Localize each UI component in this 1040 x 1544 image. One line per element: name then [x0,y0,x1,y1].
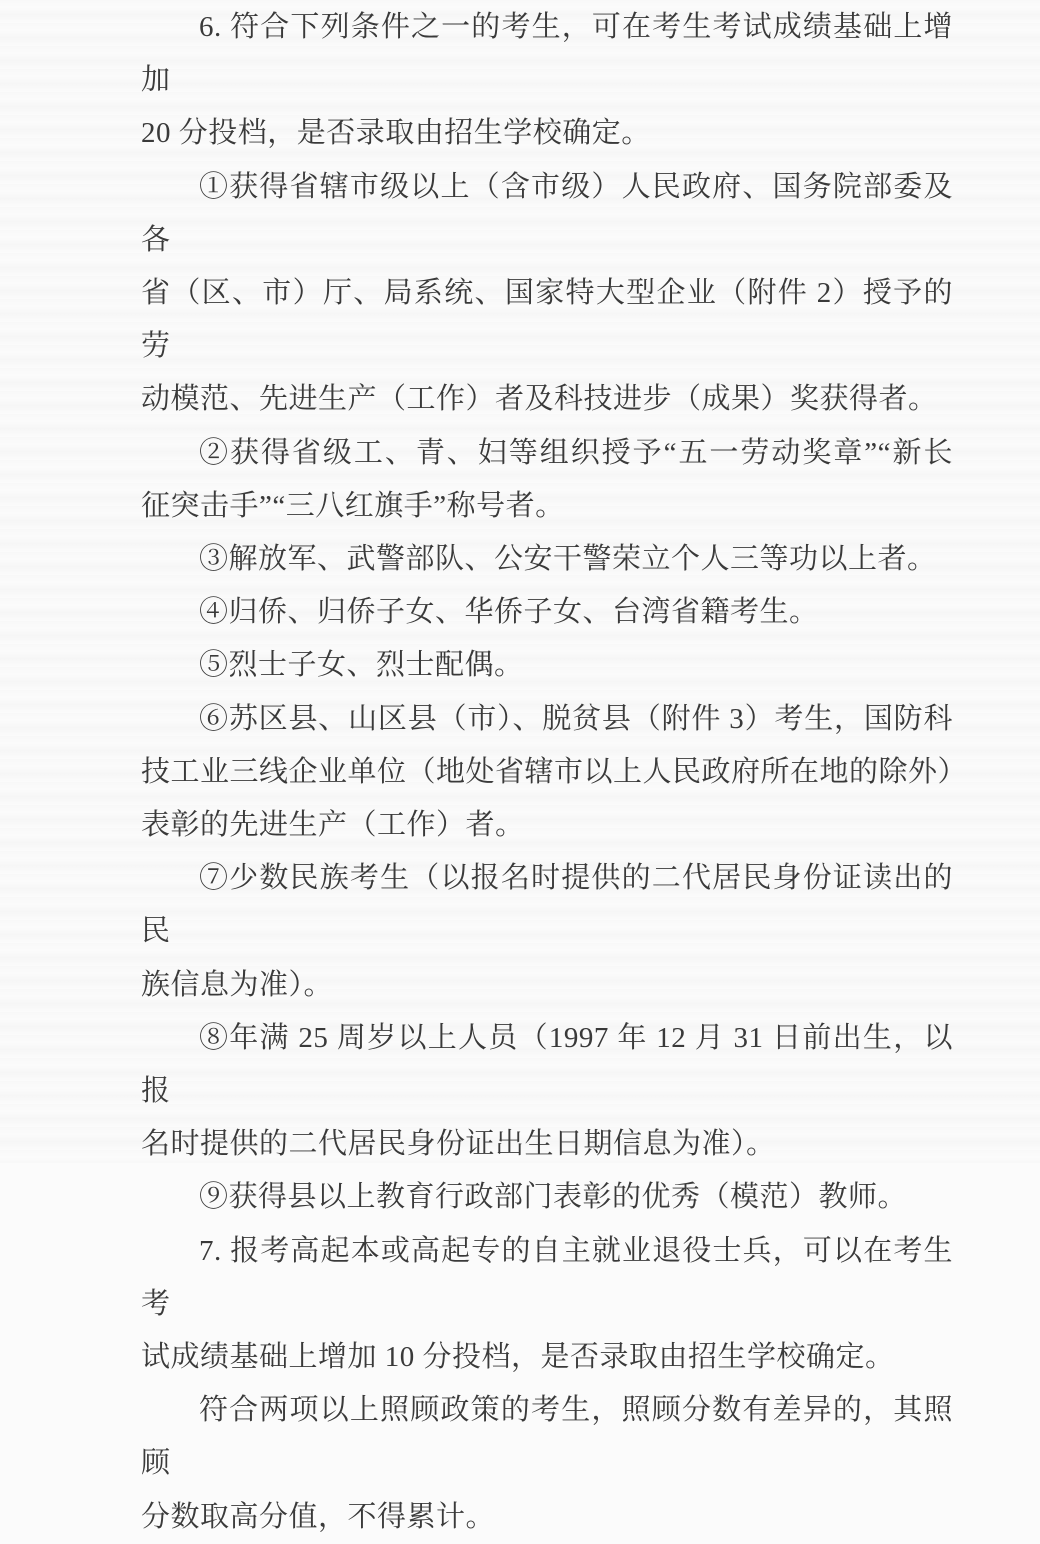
doc-line-18: ⑨获得县以上教育行政部门表彰的优秀（模范）教师。 [199,1181,908,1214]
doc-line-10: ⑤烈士子女、烈士配偶。 [199,649,524,682]
doc-line-21: 符合两项以上照顾政策的考生，照顾分数有差异的，其照顾 [141,1394,953,1480]
doc-line-3: ①获得省辖市级以上（含市级）人民政府、国务院部委及各 [141,170,953,256]
doc-line-8: ③解放军、武警部队、公安干警荣立个人三等功以上者。 [199,543,937,576]
doc-line-20: 试成绩基础上增加 10 分投档，是否录取由招生学校确定。 [141,1341,895,1374]
doc-line-17: 名时提供的二代居民身份证出生日期信息为准）。 [141,1128,776,1161]
doc-line-15: 族信息为准）。 [141,968,334,1001]
doc-line-2: 20 分投档，是否录取由招生学校确定。 [141,117,651,150]
doc-line-22: 分数取高分值，不得累计。 [141,1500,496,1533]
doc-line-14: ⑦少数民族考生（以报名时提供的二代居民身份证读出的民 [141,862,953,948]
doc-line-9: ④归侨、归侨子女、华侨子女、台湾省籍考生。 [199,596,819,629]
doc-line-5: 动模范、先进生产（工作）者及科技进步（成果）奖获得者。 [141,383,938,416]
doc-line-4: 省（区、市）厅、局系统、国家特大型企业（附件 2）授予的劳 [141,277,953,363]
doc-line-13: 表彰的先进生产（工作）者。 [141,809,525,842]
doc-line-11: ⑥苏区县、山区县（市）、脱贫县（附件 3）考生，国防科 [199,702,953,735]
doc-line-1: 6. 符合下列条件之一的考生，可在考生考试成绩基础上增加 [141,11,953,97]
doc-line-12: 技工业三线企业单位（地处省辖市以上人民政府所在地的除外） [141,755,968,788]
doc-line-19: 7. 报考高起本或高起专的自主就业退役士兵，可以在考生考 [141,1234,953,1320]
doc-line-6: ②获得省级工、青、妇等组织授予“五一劳动奖章”“新长 [199,436,953,469]
doc-line-16: ⑧年满 25 周岁以上人员（1997 年 12 月 31 日前出生，以报 [141,1021,953,1108]
document-text-block [141,1,968,1544]
doc-line-7: 征突击手”“三八红旗手”称号者。 [141,489,565,522]
